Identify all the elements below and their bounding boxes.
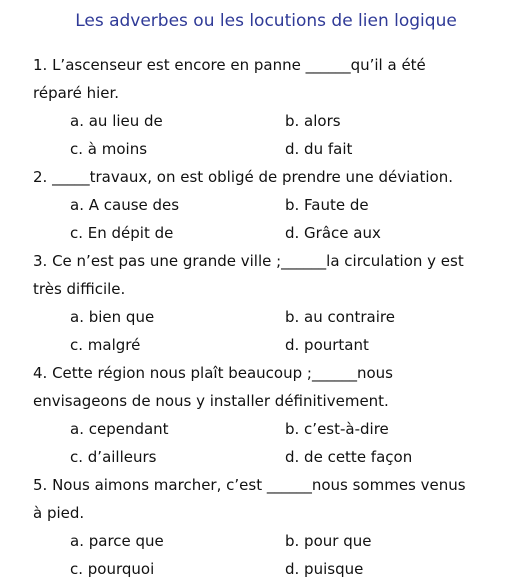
question-2-option-d: d. Grâce aux [285,224,381,242]
worksheet-title: Les adverbes ou les locutions de lien logique [75,11,457,31]
question-5-option-a: a. parce que [70,532,164,550]
question-3-option-b: b. au contraire [285,308,395,326]
question-1-option-a: a. au lieu de [70,112,163,130]
question-1-line-2: réparé hier. [33,84,120,102]
question-1-option-c: c. à moins [70,140,148,158]
question-5-line-2: à pied. [33,504,85,522]
question-4-line-2: envisageons de nous y installer définitivement. [33,392,389,410]
question-5-option-c: c. pourquoi [70,560,155,578]
question-1-option-b: b. alors [285,112,341,130]
question-2-option-c: c. En dépit de [70,224,174,242]
question-4-option-b: b. c’est-à-dire [285,420,389,438]
question-5-option-b: b. pour que [285,532,372,550]
question-1-line-1: 1. L’ascenseur est encore en panne ______qu’il a été [33,56,426,74]
question-3-line-1: 3. Ce n’est pas une grande ville ;______la circulation y est [33,252,464,270]
question-3-option-a: a. bien que [70,308,155,326]
question-2-option-a: a. A cause des [70,196,180,214]
question-4-option-a: a. cependant [70,420,169,438]
question-2-line-1: 2. _____travaux, on est obligé de prendre une déviation. [33,168,453,186]
question-5-line-1: 5. Nous aimons marcher, c’est ______nous sommes venus [33,476,466,494]
question-5-option-d: d. puisque [285,560,364,578]
question-3-line-2: très difficile. [33,280,126,298]
question-2-option-b: b. Faute de [285,196,369,214]
question-4-option-d: d. de cette façon [285,448,413,466]
question-3-option-c: c. malgré [70,336,141,354]
question-4-option-c: c. d’ailleurs [70,448,157,466]
question-4-line-1: 4. Cette région nous plaît beaucoup ;______nous [33,364,393,382]
question-3-option-d: d. pourtant [285,336,369,354]
question-1-option-d: d. du fait [285,140,353,158]
